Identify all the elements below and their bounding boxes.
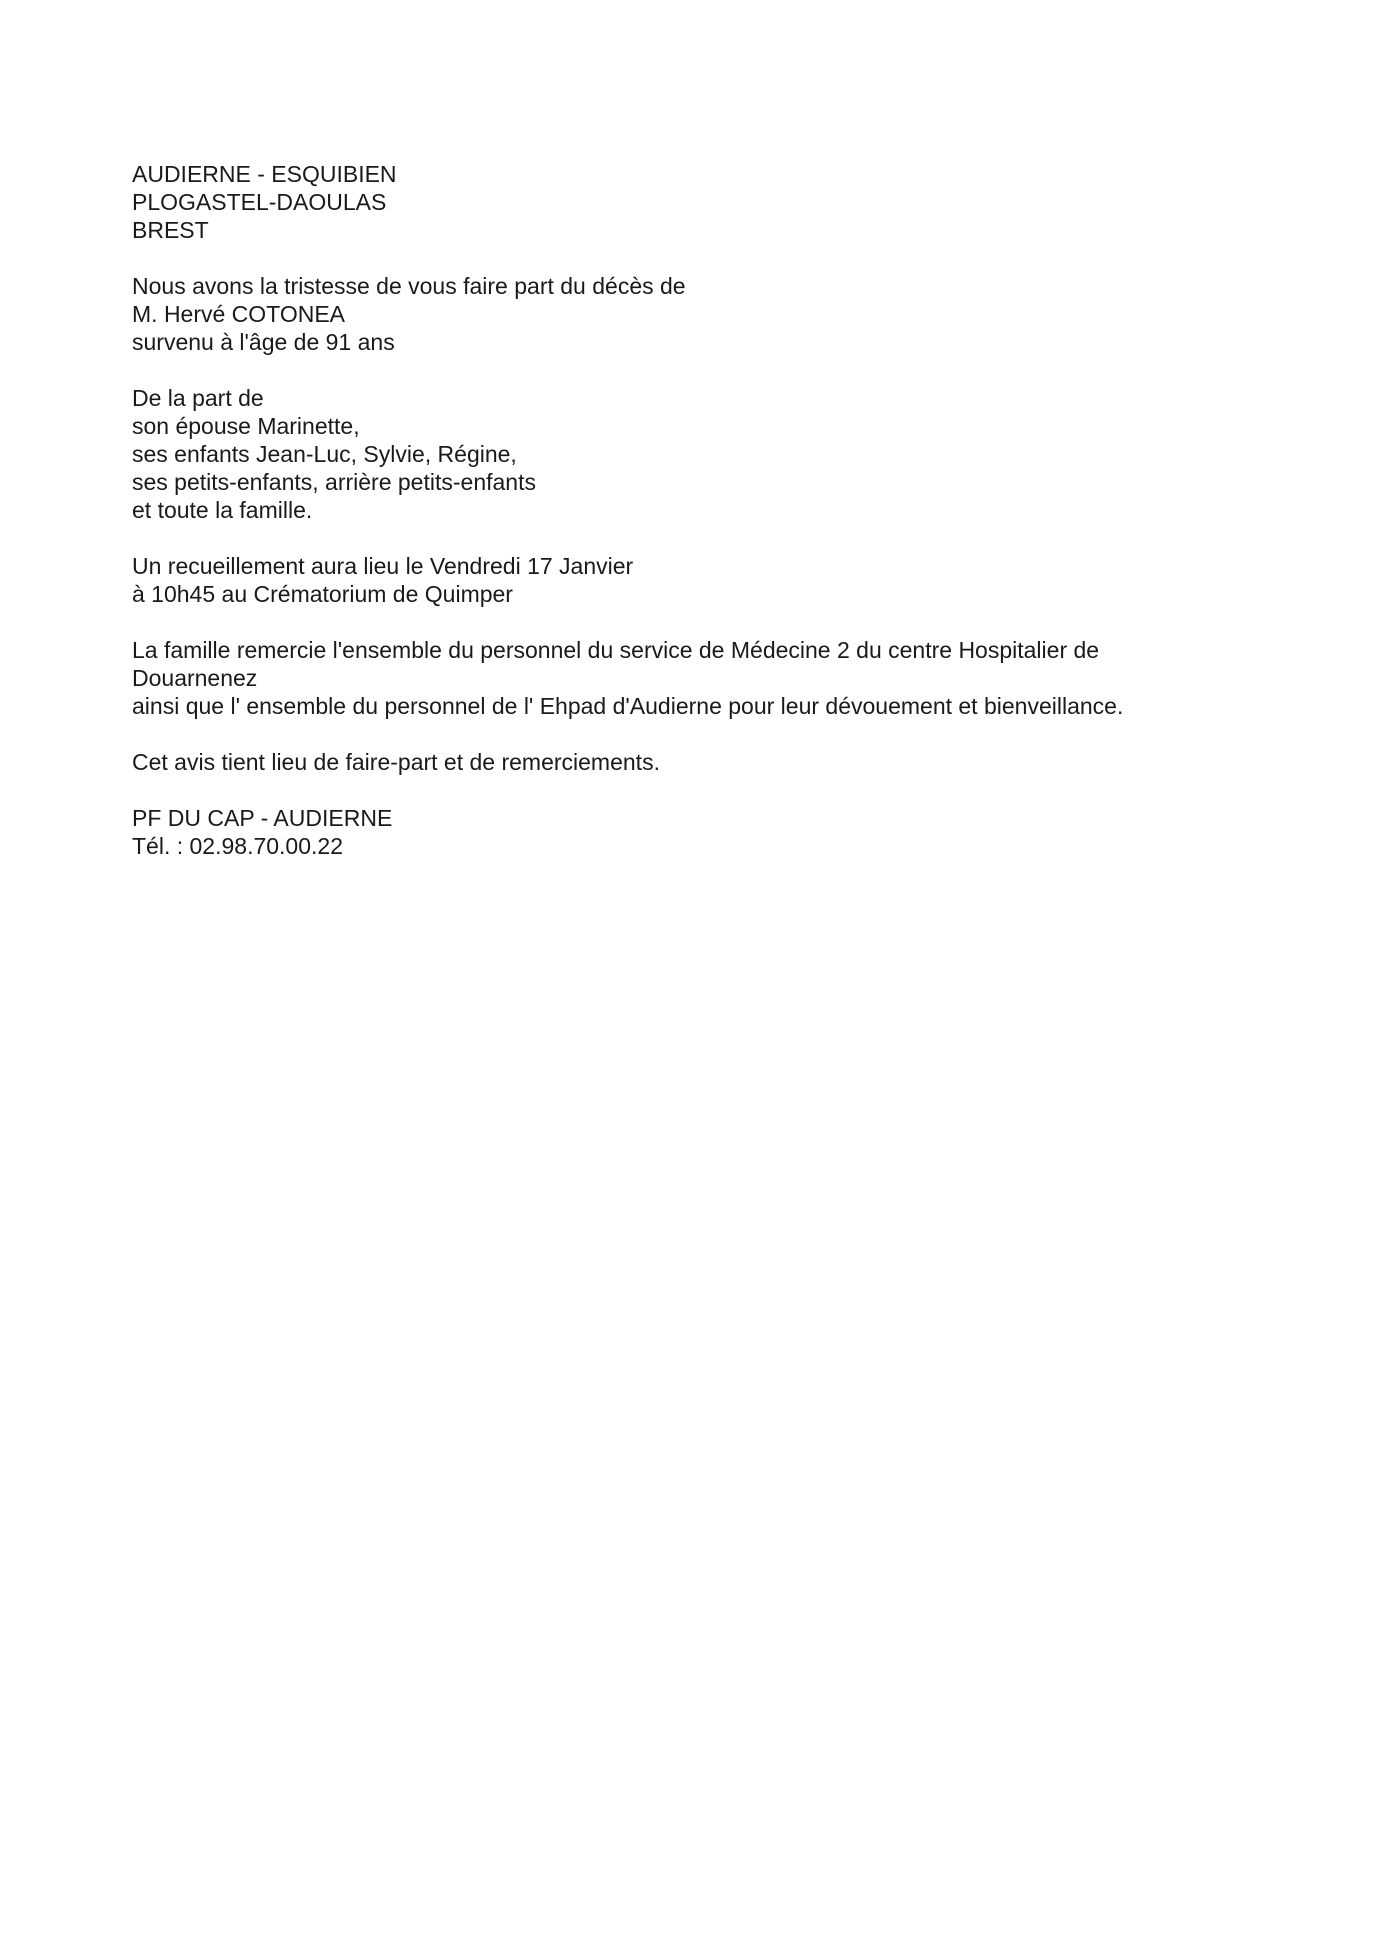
location-line: BREST — [132, 217, 209, 243]
location-line: PLOGASTEL-DAOULAS — [132, 189, 387, 215]
announcement-intro: Nous avons la tristesse de vous faire part du décès de — [132, 273, 686, 299]
funeral-home-name: PF DU CAP - AUDIERNE — [132, 805, 393, 831]
locations-block — [132, 160, 1252, 244]
family-grandchildren: ses petits-enfants, arrière petits-enfants — [132, 469, 536, 495]
location-line: AUDIERNE - ESQUIBIEN — [132, 161, 397, 187]
thanks-line: Douarnenez — [132, 665, 258, 691]
funeral-home-phone: Tél. : 02.98.70.00.22 — [132, 833, 343, 859]
family-children: ses enfants Jean-Luc, Sylvie, Régine, — [132, 441, 517, 467]
deceased-name: M. Hervé COTONEA — [132, 301, 345, 327]
notice-block — [132, 748, 1252, 776]
family-others: et toute la famille. — [132, 497, 313, 523]
announcement-block — [132, 272, 1252, 356]
thanks-line: La famille remercie l'ensemble du personnel du service de Médecine 2 du centre Hospitalier de — [132, 637, 1100, 663]
deceased-age: survenu à l'âge de 91 ans — [132, 329, 395, 355]
funeral-home-block — [132, 804, 1252, 860]
obituary-notice — [132, 160, 1252, 888]
family-heading: De la part de — [132, 385, 264, 411]
thanks-block — [132, 636, 1252, 720]
notice-text: Cet avis tient lieu de faire-part et de remerciements. — [132, 749, 660, 775]
ceremony-date: Un recueillement aura lieu le Vendredi 17 Janvier — [132, 553, 634, 579]
family-block — [132, 384, 1252, 524]
thanks-line: ainsi que l' ensemble du personnel de l' Ehpad d'Audierne pour leur dévouement et bienveillance. — [132, 693, 1124, 719]
family-spouse: son épouse Marinette, — [132, 413, 360, 439]
ceremony-place: à 10h45 au Crématorium de Quimper — [132, 581, 513, 607]
ceremony-block — [132, 552, 1252, 608]
